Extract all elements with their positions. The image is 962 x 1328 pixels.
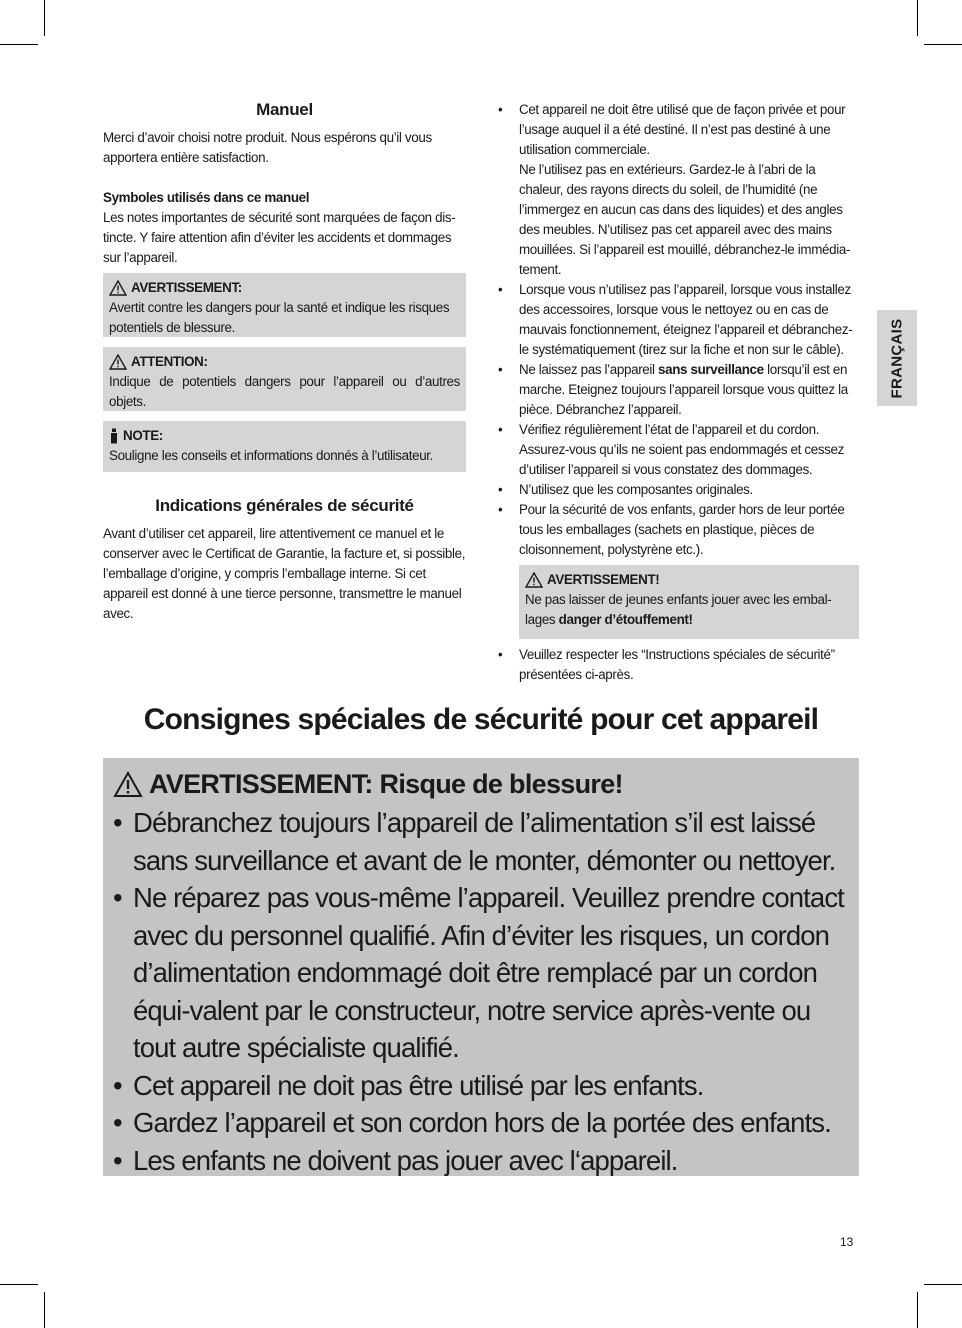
list-item-text: Ne laissez pas l’appareil	[519, 362, 659, 377]
note-text: Souligne les conseils et informations donnés à l’utilisateur.	[109, 448, 434, 463]
warning-text: Avertit contre les dangers pour la santé et indique les risques potentiels de blessure.	[109, 300, 450, 335]
list-item: • Veuillez respecter les “Instructions spéciales de sécurité” présentées ci-après.	[496, 645, 859, 685]
attention-box	[103, 347, 466, 411]
child-warning-box	[519, 565, 859, 639]
right-column	[496, 100, 859, 685]
warning-triangle-icon	[525, 572, 543, 588]
warning-triangle-icon	[113, 771, 143, 798]
intro-text: Merci d’avoir choisi notre produit. Nous espérons qu’il vous apportera entière satisfaction.	[103, 130, 432, 165]
crop-mark	[0, 44, 38, 45]
note-box	[103, 421, 466, 472]
special-warning-title	[113, 764, 845, 804]
crop-mark	[924, 44, 962, 45]
list-item: • Vérifiez régulièrement l’état de l’appareil et du cordon. Assurez-vous qu’ils ne soient pas endommagés et cessez d’utiliser l’appareil si vous constatez des dommages.	[496, 420, 859, 480]
safety-title: Indications générales de sécurité	[155, 496, 414, 515]
list-item: • N’utilisez que les composantes originales.	[496, 480, 859, 500]
list-item	[496, 100, 859, 280]
list-item: • Pour la sécurité de vos enfants, garder hors de leur portée tous les emballages (sachets en plastique, pièces de cloisonnement, polystyrène etc.).	[496, 500, 859, 560]
crop-mark	[0, 1284, 38, 1285]
list-item	[496, 360, 859, 420]
list-item-text: lorsqu’il est en marche. Eteignez toujours l’appareil lorsque vous quittez la pièce. Débranchez l’appareil.	[519, 362, 848, 417]
list-item-text: Ne l’utilisez pas en extérieurs. Gardez-le à l’abri de la chaleur, des rayons directs du soleil, de l’humidité (ne l’immergez en aucun cas dans des liquides) et des angles des meubles. N’utilisez pas cet appareil avec des mains mouillées. Si l’appareil est mouillé, débranchez-le immédia-tement.	[519, 162, 851, 277]
attention-title-text: ATTENTION:	[131, 354, 208, 369]
language-label: FRANÇAIS	[888, 318, 906, 398]
safety-list	[496, 100, 859, 560]
list-item-text: Cet appareil ne doit être utilisé que de façon privée et pour l’usage auquel il a été destiné. Il n’est pas destiné à une utilisation commerciale.	[519, 102, 846, 157]
crop-mark	[44, 1292, 45, 1328]
special-warning-box	[103, 758, 859, 1176]
child-warning-text	[525, 590, 853, 630]
special-warning-list	[113, 804, 845, 1179]
crop-mark	[917, 1292, 918, 1328]
list-item-emphasis: sans surveillance	[658, 362, 764, 377]
symbols-text: Les notes importantes de sécurité sont marquées de façon dis-tincte. Y faire attention afin d’éviter les accidents et dommages sur l’appareil.	[103, 210, 456, 265]
crop-mark	[924, 1284, 962, 1285]
crop-mark	[44, 0, 45, 36]
attention-text: Indique de potentiels dangers pour l’appareil ou d’autres objets.	[109, 374, 460, 409]
info-icon	[109, 428, 119, 444]
left-column	[103, 100, 466, 624]
note-title-text: NOTE:	[123, 428, 163, 443]
list-item: • Gardez l’appareil et son cordon hors de la portée des enfants.	[113, 1104, 845, 1142]
child-warning-title	[525, 570, 853, 590]
child-warning-title-text: AVERTISSEMENT!	[547, 572, 660, 587]
child-warning-emphasis: danger d’étouffement!	[558, 612, 693, 627]
list-item: • Ne réparez pas vous-même l’appareil. Veuillez prendre contact avec du personnel qualifié. Afin d’éviter les risques, un cordon d’alimentation endommagé doit être remplacé par un cordon équi-valent par le constructeur, notre service après-vente ou tout autre spécialiste qualifié.	[113, 879, 845, 1067]
crop-mark	[917, 0, 918, 36]
attention-box-title	[109, 352, 460, 372]
warning-triangle-icon	[109, 280, 127, 296]
warning-title-text: AVERTISSEMENT:	[131, 280, 242, 295]
warning-triangle-icon	[109, 354, 127, 370]
list-item: • Débranchez toujours l’appareil de l’alimentation s’il est laissé sans surveillance et avant de le monter, démonter ou nettoyer.	[113, 804, 845, 879]
list-item: • Lorsque vous n’utilisez pas l’appareil, lorsque vous installez des accessoires, lorsque vous le nettoyez ou en cas de mauvais fonctionnement, éteignez l’appareil et débranchez-le systématiquement (tirez sur la fiche et non sur le câble).	[496, 280, 859, 360]
note-box-title	[109, 426, 460, 446]
special-warning-title-text: AVERTISSEMENT: Risque de blessure!	[149, 769, 623, 799]
special-instructions-title: Consignes spéciales de sécurité pour cet appareil	[143, 703, 819, 736]
manual-title: Manuel	[256, 100, 313, 119]
list-item: • Les enfants ne doivent pas jouer avec l‘appareil.	[113, 1142, 845, 1180]
page-number: 13	[840, 1235, 854, 1249]
warning-box-title	[109, 278, 460, 298]
list-item: • Cet appareil ne doit pas être utilisé par les enfants.	[113, 1067, 845, 1105]
child-warning-body: Ne pas laisser de jeunes enfants jouer avec les embal-lages	[525, 592, 832, 627]
safety-text: Avant d’utiliser cet appareil, lire attentivement ce manuel et le conserver avec le Certificat de Garantie, la facture et, si possible, l’emballage d’origine, y compris l’emballage interne. Si cet appareil est donné à une tierce personne, transmettre le manuel avec.	[103, 526, 466, 621]
language-tab	[877, 310, 917, 406]
symbols-heading: Symboles utilisés dans ce manuel	[103, 190, 310, 205]
safety-list-continued	[496, 645, 859, 685]
warning-box	[103, 273, 466, 337]
